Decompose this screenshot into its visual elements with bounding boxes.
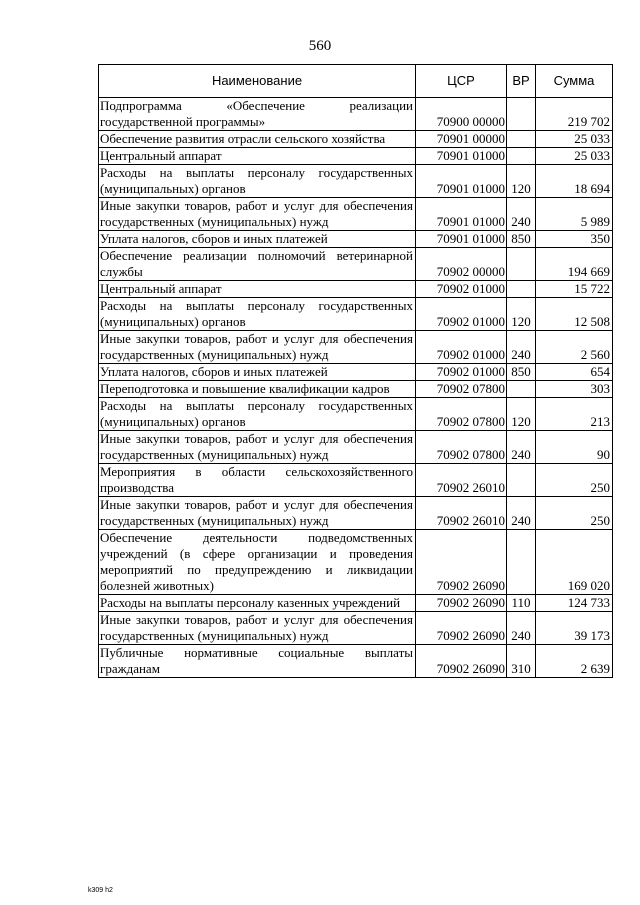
row-csr-cell: 70902 26010 <box>416 497 507 530</box>
row-name-cell: Расходы на выплаты персоналу государственных (муниципальных) органов <box>99 165 416 198</box>
row-sum-cell: 5 989 <box>536 198 613 231</box>
row-name-cell: Обеспечение реализации полномочий ветеринарной службы <box>99 248 416 281</box>
row-csr-cell: 70902 01000 <box>416 364 507 381</box>
row-vr-cell <box>507 148 536 165</box>
budget-table <box>98 64 613 678</box>
page-number: 560 <box>308 38 332 54</box>
table-row <box>99 148 613 165</box>
row-name-cell: Уплата налогов, сборов и иных платежей <box>99 364 416 381</box>
row-name-cell: Уплата налогов, сборов и иных платежей <box>99 231 416 248</box>
row-csr-cell: 70902 01000 <box>416 281 507 298</box>
row-csr-cell: 70902 07800 <box>416 431 507 464</box>
table-row <box>99 464 613 497</box>
row-csr-cell: 70902 26090 <box>416 612 507 645</box>
row-sum-cell: 219 702 <box>536 98 613 131</box>
row-csr-cell: 70902 00000 <box>416 248 507 281</box>
row-sum-cell: 350 <box>536 231 613 248</box>
row-sum-cell: 18 694 <box>536 165 613 198</box>
table-row <box>99 231 613 248</box>
row-vr-cell <box>507 281 536 298</box>
row-csr-cell: 70901 01000 <box>416 198 507 231</box>
row-csr-cell: 70901 01000 <box>416 165 507 198</box>
row-csr-cell: 70902 07800 <box>416 381 507 398</box>
row-name-cell: Центральный аппарат <box>99 281 416 298</box>
row-csr-cell: 70902 26090 <box>416 530 507 595</box>
row-name-cell: Подпрограмма «Обеспечение реализации государственной программы» <box>99 98 416 131</box>
row-vr-cell: 110 <box>507 595 536 612</box>
row-sum-cell: 194 669 <box>536 248 613 281</box>
table-row <box>99 645 613 678</box>
row-vr-cell: 850 <box>507 364 536 381</box>
table-header-row <box>99 65 613 98</box>
row-sum-cell: 303 <box>536 381 613 398</box>
row-csr-cell: 70902 01000 <box>416 331 507 364</box>
row-vr-cell <box>507 248 536 281</box>
row-csr-cell: 70902 26090 <box>416 645 507 678</box>
row-vr-cell <box>507 464 536 497</box>
table-row <box>99 331 613 364</box>
row-sum-cell: 39 173 <box>536 612 613 645</box>
row-vr-cell: 240 <box>507 431 536 464</box>
table-row <box>99 398 613 431</box>
row-csr-cell: 70902 26090 <box>416 595 507 612</box>
row-name-cell: Иные закупки товаров, работ и услуг для обеспечения государственных (муниципальных) нужд <box>99 331 416 364</box>
row-csr-cell: 70901 01000 <box>416 148 507 165</box>
row-sum-cell: 25 033 <box>536 131 613 148</box>
table-row <box>99 595 613 612</box>
row-sum-cell: 2 560 <box>536 331 613 364</box>
table-row <box>99 248 613 281</box>
row-sum-cell: 250 <box>536 497 613 530</box>
row-vr-cell <box>507 530 536 595</box>
row-sum-cell: 2 639 <box>536 645 613 678</box>
table-row <box>99 98 613 131</box>
row-csr-cell: 70902 01000 <box>416 298 507 331</box>
row-vr-cell: 850 <box>507 231 536 248</box>
table-row <box>99 530 613 595</box>
footer-code: k309 h2 <box>88 887 113 894</box>
row-sum-cell: 213 <box>536 398 613 431</box>
row-name-cell: Публичные нормативные социальные выплаты гражданам <box>99 645 416 678</box>
table-row <box>99 431 613 464</box>
row-sum-cell: 12 508 <box>536 298 613 331</box>
column-header-csr: ЦСР <box>416 65 507 98</box>
table-row <box>99 612 613 645</box>
table-row <box>99 381 613 398</box>
row-sum-cell: 250 <box>536 464 613 497</box>
row-name-cell: Иные закупки товаров, работ и услуг для обеспечения государственных (муниципальных) нужд <box>99 431 416 464</box>
row-name-cell: Расходы на выплаты персоналу казенных учреждений <box>99 595 416 612</box>
row-csr-cell: 70900 00000 <box>416 98 507 131</box>
row-name-cell: Иные закупки товаров, работ и услуг для обеспечения государственных (муниципальных) нужд <box>99 198 416 231</box>
row-vr-cell <box>507 98 536 131</box>
row-vr-cell: 120 <box>507 398 536 431</box>
row-name-cell: Центральный аппарат <box>99 148 416 165</box>
row-sum-cell: 15 722 <box>536 281 613 298</box>
row-sum-cell: 124 733 <box>536 595 613 612</box>
row-name-cell: Расходы на выплаты персоналу государственных (муниципальных) органов <box>99 398 416 431</box>
row-vr-cell <box>507 381 536 398</box>
row-csr-cell: 70902 07800 <box>416 398 507 431</box>
row-vr-cell: 240 <box>507 331 536 364</box>
row-vr-cell: 120 <box>507 165 536 198</box>
row-name-cell: Переподготовка и повышение квалификации кадров <box>99 381 416 398</box>
column-header-sum: Сумма <box>536 65 613 98</box>
row-name-cell: Иные закупки товаров, работ и услуг для обеспечения государственных (муниципальных) нужд <box>99 497 416 530</box>
row-name-cell: Расходы на выплаты персоналу государственных (муниципальных) органов <box>99 298 416 331</box>
row-sum-cell: 654 <box>536 364 613 381</box>
row-vr-cell: 240 <box>507 612 536 645</box>
row-vr-cell: 120 <box>507 298 536 331</box>
row-csr-cell: 70901 01000 <box>416 231 507 248</box>
row-vr-cell <box>507 131 536 148</box>
column-header-vr: ВР <box>507 65 536 98</box>
row-sum-cell: 25 033 <box>536 148 613 165</box>
row-sum-cell: 169 020 <box>536 530 613 595</box>
table-row <box>99 281 613 298</box>
row-vr-cell: 240 <box>507 497 536 530</box>
table-row <box>99 298 613 331</box>
table-row <box>99 198 613 231</box>
row-csr-cell: 70902 26010 <box>416 464 507 497</box>
table-row <box>99 364 613 381</box>
row-sum-cell: 90 <box>536 431 613 464</box>
table-row <box>99 165 613 198</box>
row-name-cell: Иные закупки товаров, работ и услуг для обеспечения государственных (муниципальных) нужд <box>99 612 416 645</box>
row-vr-cell: 310 <box>507 645 536 678</box>
row-csr-cell: 70901 00000 <box>416 131 507 148</box>
column-header-name: Наименование <box>99 65 416 98</box>
table-row <box>99 131 613 148</box>
row-name-cell: Мероприятия в области сельскохозяйственного производства <box>99 464 416 497</box>
row-name-cell: Обеспечение развития отрасли сельского хозяйства <box>99 131 416 148</box>
row-vr-cell: 240 <box>507 198 536 231</box>
row-name-cell: Обеспечение деятельности подведомственных учреждений (в сфере организации и проведения мероприятий по предупреждению и ликвидации болезней животных) <box>99 530 416 595</box>
table-row <box>99 497 613 530</box>
